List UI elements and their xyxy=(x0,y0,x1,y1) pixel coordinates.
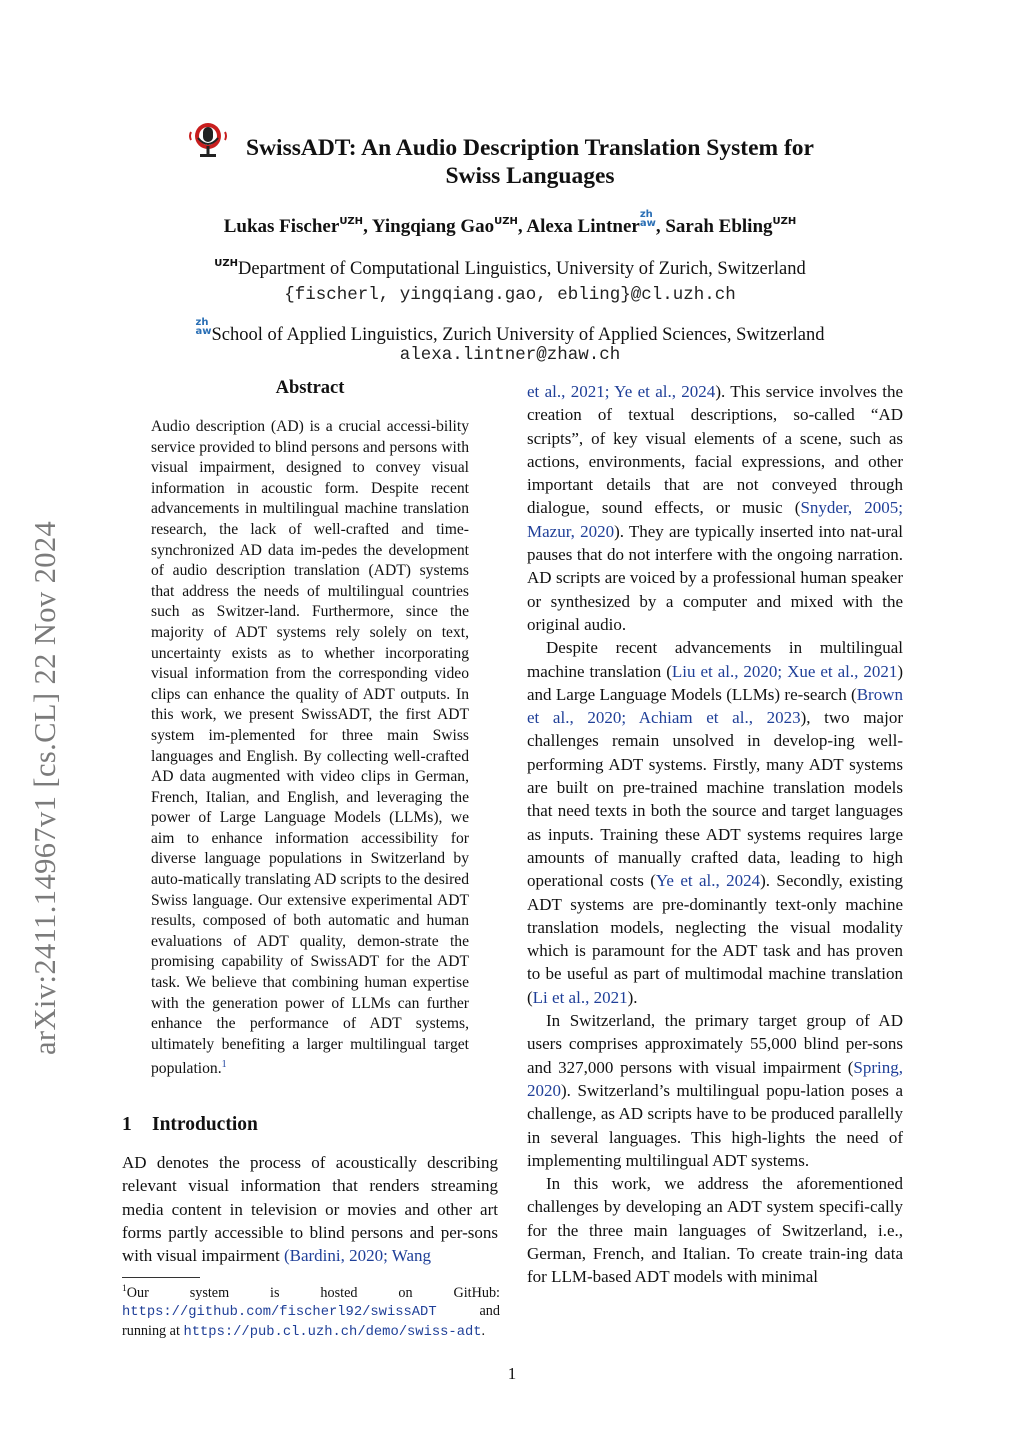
abstract-body xyxy=(151,417,469,1080)
footnote-number: 1 xyxy=(122,1284,127,1294)
title-line-2: Swiss Languages xyxy=(445,163,615,189)
uzh-mark: UZH xyxy=(214,258,238,269)
section-title: Introduction xyxy=(152,1114,258,1135)
right-column xyxy=(527,380,903,1289)
zhaw-email[interactable]: alexa.lintner@zhaw.ch xyxy=(399,345,621,365)
page-number: 1 xyxy=(507,1364,517,1383)
uzh-mark: UZH xyxy=(772,216,797,227)
citation-link[interactable]: (Bardini, 2020; Wang xyxy=(283,1246,432,1266)
citation-link[interactable]: Ye et al., 2024 xyxy=(655,871,761,891)
citation-link[interactable]: Spring, 2020 xyxy=(527,1057,903,1100)
section-heading-introduction xyxy=(122,1114,258,1136)
footnote-divider xyxy=(122,1277,200,1278)
citation-link[interactable]: Snyder, 2005; Mazur, 2020 xyxy=(527,498,903,541)
zhaw-department: School of Applied Linguistics, Zurich University of Applied Sciences, Switzerland xyxy=(211,325,825,345)
author-lintner: , Alexa Lintner xyxy=(517,216,640,237)
paper-title xyxy=(180,120,880,190)
author-list xyxy=(150,210,870,238)
uzh-email[interactable]: {fischerl, yingqiang.gao, ebling}@cl.uzh.ch xyxy=(284,285,736,305)
title-block xyxy=(180,120,880,190)
zhaw-logo-icon: zh aw xyxy=(195,317,212,337)
demo-link[interactable]: https://pub.cl.uzh.ch/demo/swiss-adt xyxy=(183,1325,482,1340)
paragraph: In this work, we address the aforementioned challenges by developing an ADT system specifi-cally for the three main languages of Switzerland, i.e., German, French, and Italian. To create train-ing data for LLM-based ADT models with minimal xyxy=(527,1174,903,1287)
author-gao: , Yingqiang Gao xyxy=(363,216,495,237)
citation-link[interactable]: Brown et al., 2020; Achiam et al., 2023 xyxy=(527,684,903,728)
citation-link[interactable]: Li et al., 2021 xyxy=(532,987,628,1007)
arxiv-stamp: arXiv:2411.14967v1 [cs.CL] 22 Nov 2024 xyxy=(28,520,62,1055)
title-line-1: SwissADT: An Audio Description Translation System for xyxy=(246,135,814,161)
footnote-mark[interactable]: 1 xyxy=(221,1059,227,1071)
affiliation-zhaw xyxy=(120,318,900,346)
section-number: 1 xyxy=(122,1114,132,1135)
abstract-heading: Abstract xyxy=(275,378,345,398)
abstract-text: Audio description (AD) is a crucial accessi-bility service provided to blind persons and persons with visual impairment, designed to convey visual information in acoustic form. Despite recent advancements in multilingual machine translation research, the lack of well-crafted and time-synchronized AD data im-pedes the development of audio description translation (ADT) systems that address the needs of multilingual countries such as Switzer-land. Furthermore, since the majority of ADT systems rely solely on text, uncertainty exists as to whether incorporating visual information from the corresponding video clips can enhance the quality of ADT outputs. In this work, we present SwissADT, the first ADT system im-plemented for three main Swiss languages and English. By collecting well-crafted AD data augmented with video clips in German, French, Italian, and English, and leveraging the power of Large Language Models (LLMs), we aim to enhance information accessibility for diverse language populations in Switzerland by auto-matically translating AD scripts to the desired Swiss language. Our extensive experimental ADT results, composed of both automatic and human evaluations of ADT quality, demon-strate the promising capability of SwissADT for the ADT task. We believe that combining human expertise with the generation power of LLMs can further enhance the performance of ADT systems, ultimately benefiting a larger multilingual target population. xyxy=(151,418,469,1078)
uzh-department: Department of Computational Linguistics, University of Zurich, Switzerland xyxy=(238,259,806,279)
paragraph: Despite recent advancements in multilingual machine translation (Liu et al., 2020; Xue et al., 2021) and Large Language Models (LLMs) re-search (Brown et al., 2020; Achiam et al., 2023), two major challenges remain unsolved in develop-ing well-performing ADT systems. Firstly, many ADT systems are built on pre-trained machine translation models that need texts in both the source and target languages as inputs. Training these ADT systems requires large amounts of manually crafted data, leading to high operational costs (Ye et al., 2024). Secondly, existing ADT systems are pre-dominantly text-only machine translation models, neglecting the visual modality which is paramount for the ADT task and has proven to be useful as part of multimodal machine translation (Li et al., 2021). xyxy=(527,638,903,1007)
microphone-logo-icon xyxy=(188,120,228,162)
affiliation-uzh xyxy=(120,258,900,280)
zhaw-logo-icon: zh aw xyxy=(639,209,656,229)
author-ebling: , Sarah Ebling xyxy=(655,216,773,237)
author-fischer: Lukas Fischer xyxy=(223,216,340,237)
github-link[interactable]: https://github.com/fischerl92/swissADT xyxy=(122,1305,437,1320)
uzh-mark: UZH xyxy=(494,216,518,227)
paragraph: In Switzerland, the primary target group of AD users comprises approximately 55,000 blind per-sons and 327,000 persons with visual impairment (Spring, 2020). Switzerland’s multilingual popu-lation poses a challenge, as AD scripts have to be produced parallelly in several languages. This high-lights the need of implementing multilingual ADT systems. xyxy=(527,1011,903,1170)
citation-link[interactable]: Liu et al., 2020; Xue et al., 2021 xyxy=(671,661,898,681)
uzh-mark: UZH xyxy=(339,216,364,227)
intro-paragraph-left: AD denotes the process of acoustically describing relevant visual information that renders streaming media content in television or movies and other art forms partly accessible to blind persons and per-sons with visual impairment (Bardini, 2020; Wang xyxy=(122,1153,498,1266)
paragraph: et al., 2021; Ye et al., 2024). This service involves the creation of textual descriptions, so-called “AD scripts”, of key visual elements of a scene, such as actions, environments, facial expressions, and other important details that are not conveyed through dialogue, sound effects, or music (Snyder, 2005; Mazur, 2020). They are typically inserted into nat-ural pauses that do not interfere with the ongoing narration. AD scripts are voiced by a professional human speaker or synthesized by a computer and mixed with the original audio. xyxy=(527,382,904,634)
citation-link[interactable]: et al., 2021; Ye et al., 2024 xyxy=(527,382,716,401)
footnote: $^1$Our system is hosted on GitHub: https://github.com/fischerl92/swissADT and running at https://pub.cl.uzh.ch/demo/swiss-adt. xyxy=(122,1284,500,1340)
